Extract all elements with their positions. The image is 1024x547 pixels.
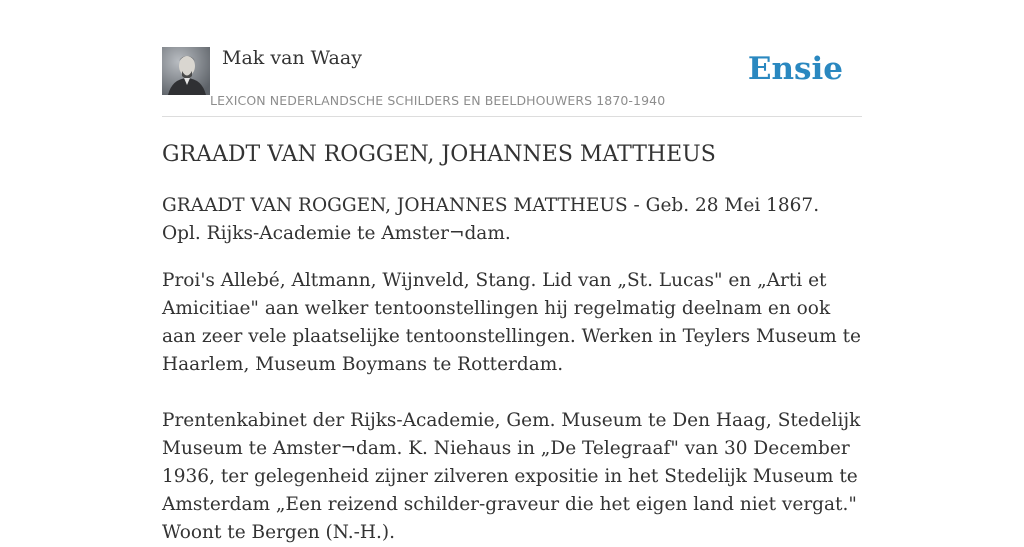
page: [162, 0, 862, 543]
author-name[interactable]: Mak van Waay: [222, 47, 362, 69]
source-title[interactable]: LEXICON NEDERLANDSCHE SCHILDERS EN BEELDHOUWERS 1870-1940: [210, 93, 666, 108]
page-title: GRAADT VAN ROGGEN, JOHANNES MATTHEUS: [162, 142, 716, 167]
article-paragraph: Proi's Allebé, Altmann, Wijnveld, Stang. Lid van „St. Lucas" en „Arti et Amicitiae" aan welker tentoonstellingen hij regelmatig deelnam en ook aan zeer vele plaatselijke tentoonstellingen. Werken in Teylers Museum te Haarlem, Museum Boymans te Rotterdam.: [162, 270, 861, 375]
avatar[interactable]: [162, 47, 210, 95]
article-paragraph: Prentenkabinet der Rijks-Academie, Gem. Museum te Den Haag, Stedelijk Museum te Amster¬dam. K. Niehaus in „De Telegraaf" van 30 December 1936, ter gelegenheid zijner zilveren expositie in het Stedelijk Museum te Amsterdam „Een reizend schilder-graveur die het eigen land niet vergat." Woont te Bergen (N.-H.).: [162, 410, 861, 543]
header: [162, 0, 862, 117]
brand-logo[interactable]: Ensie: [747, 51, 843, 87]
portrait-image: [162, 47, 210, 95]
article-paragraph: GRAADT VAN ROGGEN, JOHANNES MATTHEUS - Geb. 28 Mei 1867. Opl. Rijks-Academie te Amster¬dam.: [162, 195, 820, 244]
